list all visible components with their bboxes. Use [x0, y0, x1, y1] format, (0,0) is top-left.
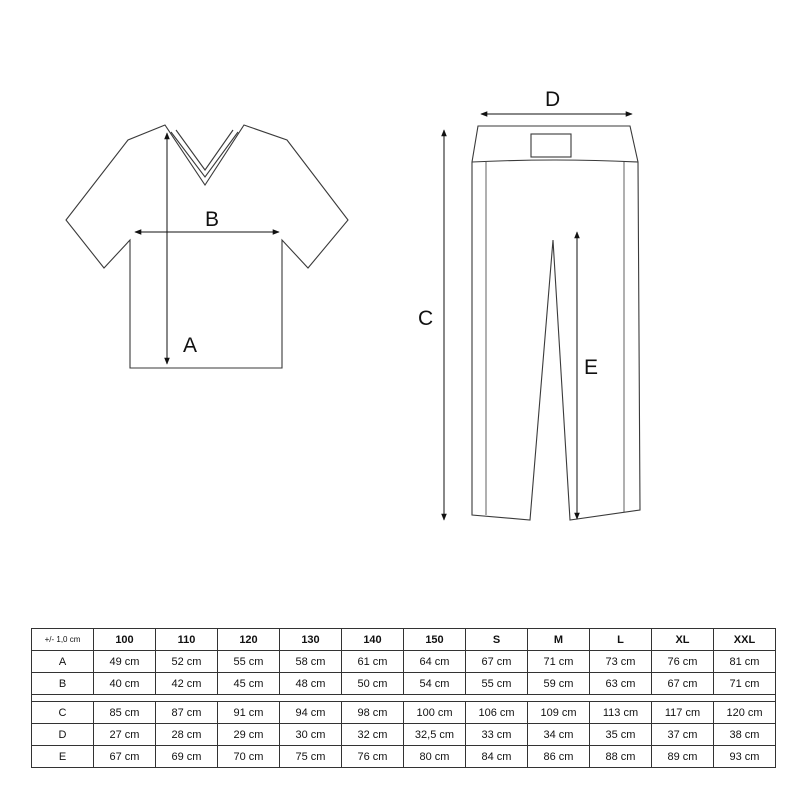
- measurement-cell: 106 cm: [466, 702, 528, 724]
- size-header: 150: [404, 629, 466, 651]
- measurement-cell: 48 cm: [280, 673, 342, 695]
- shirt-outline: [66, 125, 348, 368]
- measurement-cell: 28 cm: [156, 724, 218, 746]
- measurement-cell: 85 cm: [94, 702, 156, 724]
- size-header: 100: [94, 629, 156, 651]
- measurement-cell: 37 cm: [652, 724, 714, 746]
- label-c: C: [418, 307, 434, 330]
- measurement-cell: 32,5 cm: [404, 724, 466, 746]
- measurement-cell: 50 cm: [342, 673, 404, 695]
- measurement-cell: 113 cm: [590, 702, 652, 724]
- table-row-e: [32, 746, 776, 768]
- size-chart: [31, 628, 776, 768]
- measurement-cell: 91 cm: [218, 702, 280, 724]
- size-header: XL: [652, 629, 714, 651]
- label-d: D: [545, 88, 561, 111]
- table-row-d: [32, 724, 776, 746]
- measurement-cell: 45 cm: [218, 673, 280, 695]
- measurement-cell: 42 cm: [156, 673, 218, 695]
- measurement-cell: 58 cm: [280, 651, 342, 673]
- measurement-cell: 67 cm: [652, 673, 714, 695]
- size-header: M: [528, 629, 590, 651]
- measurement-cell: 61 cm: [342, 651, 404, 673]
- shirt-drawing: [66, 125, 348, 368]
- pants-outline: [472, 126, 640, 520]
- label-b: B: [205, 208, 220, 231]
- measurement-cell: 84 cm: [466, 746, 528, 768]
- measurement-cell: 34 cm: [528, 724, 590, 746]
- measurement-cell: 40 cm: [94, 673, 156, 695]
- size-header: 130: [280, 629, 342, 651]
- measurement-cell: 71 cm: [528, 651, 590, 673]
- measurement-cell: 117 cm: [652, 702, 714, 724]
- size-header: 110: [156, 629, 218, 651]
- measurement-cell: 109 cm: [528, 702, 590, 724]
- row-label: B: [32, 673, 94, 695]
- label-a: A: [183, 334, 198, 357]
- measurement-cell: 98 cm: [342, 702, 404, 724]
- measurement-cell: 29 cm: [218, 724, 280, 746]
- measurement-cell: 67 cm: [466, 651, 528, 673]
- measurement-cell: 63 cm: [590, 673, 652, 695]
- measurement-cell: 49 cm: [94, 651, 156, 673]
- size-header: 120: [218, 629, 280, 651]
- measurement-cell: 32 cm: [342, 724, 404, 746]
- tolerance-cell: +/- 1,0 cm: [32, 629, 94, 651]
- measurement-cell: 120 cm: [714, 702, 776, 724]
- measurement-cell: 54 cm: [404, 673, 466, 695]
- measurement-cell: 86 cm: [528, 746, 590, 768]
- measurement-cell: 93 cm: [714, 746, 776, 768]
- measurement-cell: 64 cm: [404, 651, 466, 673]
- measurement-cell: 70 cm: [218, 746, 280, 768]
- row-label: D: [32, 724, 94, 746]
- size-header: L: [590, 629, 652, 651]
- table-group-spacer: [32, 695, 776, 702]
- table-row-c: [32, 702, 776, 724]
- measurement-cell: 76 cm: [342, 746, 404, 768]
- row-label: A: [32, 651, 94, 673]
- size-header-row: [32, 629, 776, 651]
- pants-drawing: [472, 126, 640, 520]
- measurement-cell: 33 cm: [466, 724, 528, 746]
- measurement-cell: 52 cm: [156, 651, 218, 673]
- measurement-cell: 30 cm: [280, 724, 342, 746]
- measurement-cell: 100 cm: [404, 702, 466, 724]
- measurement-cell: 71 cm: [714, 673, 776, 695]
- measurement-cell: 75 cm: [280, 746, 342, 768]
- size-header: 140: [342, 629, 404, 651]
- measurement-cell: 59 cm: [528, 673, 590, 695]
- measurement-cell: 38 cm: [714, 724, 776, 746]
- size-table: [31, 628, 776, 768]
- measurement-cell: 35 cm: [590, 724, 652, 746]
- measurement-cell: 27 cm: [94, 724, 156, 746]
- table-row-b: [32, 673, 776, 695]
- size-header: XXL: [714, 629, 776, 651]
- measurement-cell: 89 cm: [652, 746, 714, 768]
- row-label: E: [32, 746, 94, 768]
- measurement-cell: 81 cm: [714, 651, 776, 673]
- measurement-cell: 87 cm: [156, 702, 218, 724]
- measurement-cell: 76 cm: [652, 651, 714, 673]
- measurement-cell: 73 cm: [590, 651, 652, 673]
- measurement-cell: 94 cm: [280, 702, 342, 724]
- measurement-cell: 55 cm: [218, 651, 280, 673]
- measurement-cell: 69 cm: [156, 746, 218, 768]
- spacer-cell: [32, 695, 776, 702]
- size-header: S: [466, 629, 528, 651]
- table-row-a: [32, 651, 776, 673]
- measurement-cell: 88 cm: [590, 746, 652, 768]
- row-label: C: [32, 702, 94, 724]
- measurement-cell: 80 cm: [404, 746, 466, 768]
- measurement-cell: 55 cm: [466, 673, 528, 695]
- measurement-cell: 67 cm: [94, 746, 156, 768]
- label-e: E: [584, 356, 599, 379]
